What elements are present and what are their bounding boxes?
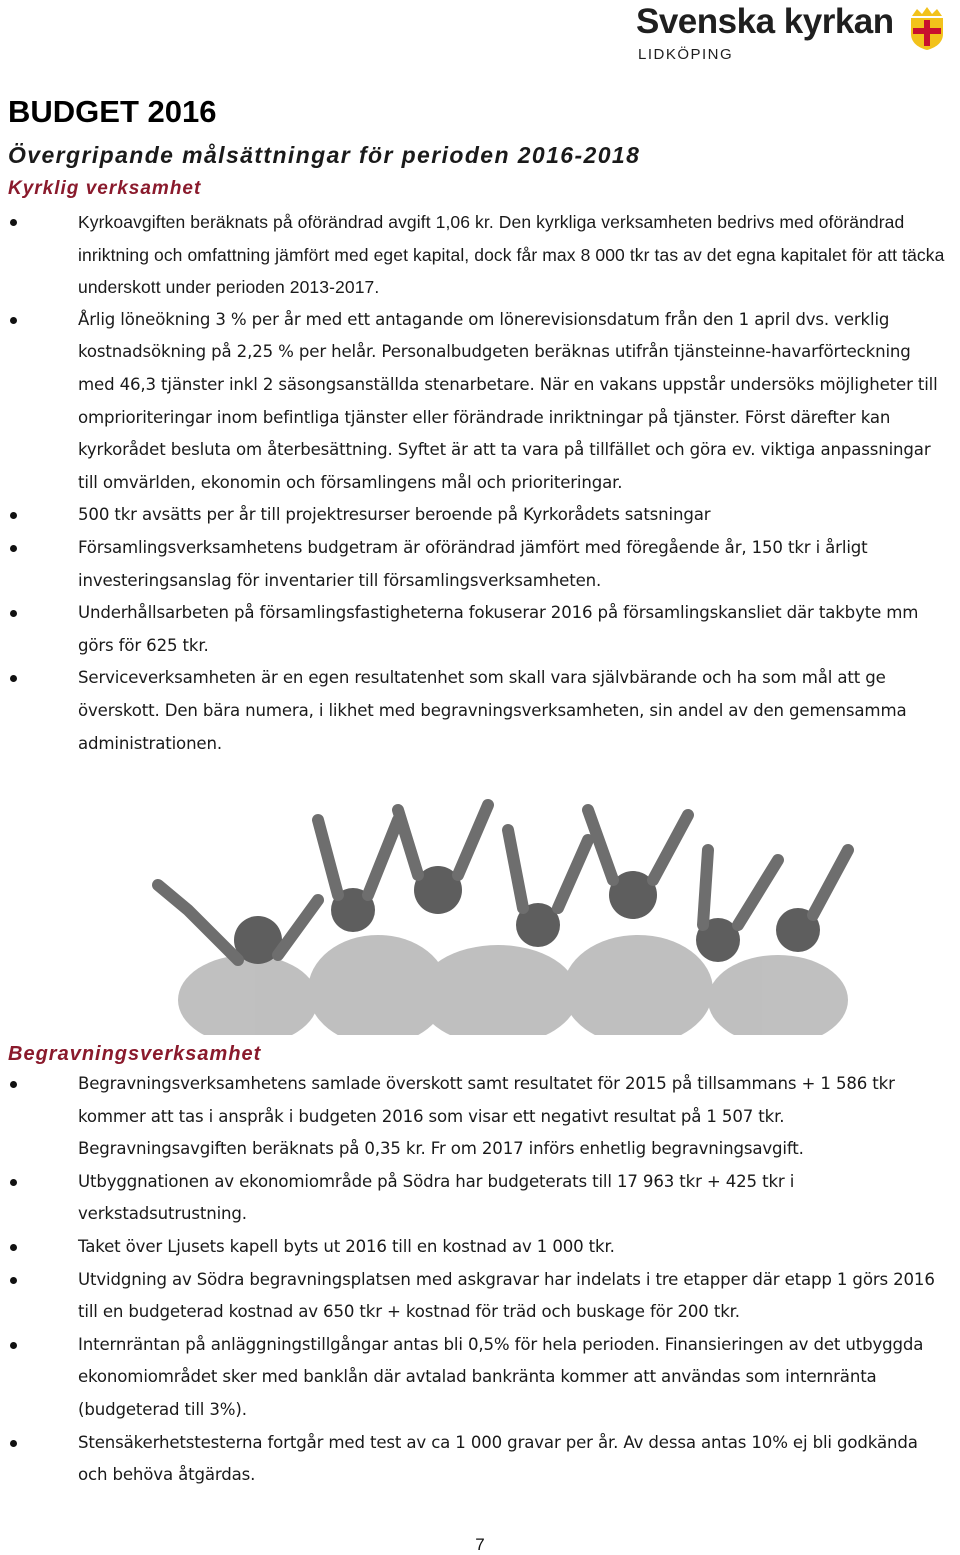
- begravning-bullet-list: [0, 1068, 950, 1492]
- list-item: Församlingsverksamhetens budgetram är oförändrad jämfört med föregående år, 150 tkr i årligt investeringsanslag för inventarier till församlingsverksamheten.: [0, 532, 950, 597]
- list-item: Underhållsarbeten på församlingsfastigheterna fokuserar 2016 på församlingskansliet där takbyte mm görs för 625 tkr.: [0, 597, 950, 662]
- church-crown-shield-icon: [908, 6, 946, 50]
- page-subtitle: Övergripande målsättningar för perioden 2016-2018: [8, 142, 641, 168]
- list-item: Internräntan på anläggningstillgångar antas bli 0,5% för hela perioden. Finansieringen av det utbyggda ekonomiområdet sker med banklån där avtalad bankränta kommer att användas som internränta (budgeterad till 3%).: [0, 1329, 950, 1427]
- svenska-kyrkan-logo: [636, 2, 946, 68]
- kyrklig-bullet-list: [0, 206, 950, 760]
- cheering-people-photo: [18, 790, 930, 1035]
- list-item: 500 tkr avsätts per år till projektresurser beroende på Kyrkorådets satsningar: [0, 499, 950, 532]
- list-item: Taket över Ljusets kapell byts ut 2016 till en kostnad av 1 000 tkr.: [0, 1231, 950, 1264]
- list-item: Begravningsverksamhetens samlade överskott samt resultatet för 2015 på tillsammans + 1 586 tkr kommer att tas i anspråk i budgeten 2016 som visar ett negativt resultat på 1 507 tkr. Begravningsavgiften beräknats på 0,35 kr. Fr om 2017 införs enhetlig begravningsavgift.: [0, 1068, 950, 1166]
- list-item: Stensäkerhetstesterna fortgår med test av ca 1 000 gravar per år. Av dessa antas 10% ej bli godkända och behöva åtgärdas.: [0, 1427, 950, 1492]
- list-item: Serviceverksamheten är en egen resultatenhet som skall vara självbärande och ha som mål att ge överskott. Den bära numera, i likhet med begravningsverksamheten, sin andel av den gemensamma administrationen.: [0, 662, 950, 760]
- logo-subtitle: LIDKÖPING: [638, 46, 734, 63]
- list-item: Utbyggnationen av ekonomiområde på Södra har budgeterats till 17 963 tkr + 425 tkr i verkstadsutrustning.: [0, 1166, 950, 1231]
- page-number: 7: [475, 1535, 485, 1554]
- logo-name: Svenska kyrkan: [636, 2, 894, 41]
- list-item: Utvidgning av Södra begravningsplatsen med askgravar har indelats i tre etapper där etapp 1 görs 2016 till en budgeterad kostnad av 650 tkr + kostnad för träd och buskage för 200 tkr.: [0, 1264, 950, 1329]
- list-item: Årlig löneökning 3 % per år med ett antagande om lönerevisionsdatum från den 1 april dvs. verklig kostnadsökning på 2,25 % per helår. Personalbudgeten beräknas utifrån tjänsteinne-havarförteckning med 46,3 tjänster inkl 2 säsongsanställda stenarbetare. När en vakans uppstår undersöks möjligheter till omprioriteringar inom befintliga tjänster eller förändrade inriktningar på tjänster. Först därefter kan kyrkorådet besluta om återbesättning. Syftet är att ta vara på tillfället och göra ev. viktiga anpassningar till omvärlden, ekonomin och församlingens mål och prioriteringar.: [0, 304, 950, 500]
- page-title: BUDGET 2016: [8, 94, 217, 129]
- section-title-begravning: Begravningsverksamhet: [8, 1043, 262, 1065]
- list-item: Kyrkoavgiften beräknats på oförändrad avgift 1,06 kr. Den kyrkliga verksamheten bedrivs med oförändrad inriktning och omfattning jämfört med eget kapital, dock får max 8 000 tkr tas av det egna kapitalet för att täcka underskott under perioden 2013-2017.: [0, 206, 950, 304]
- section-title-kyrklig: Kyrklig verksamhet: [8, 178, 202, 199]
